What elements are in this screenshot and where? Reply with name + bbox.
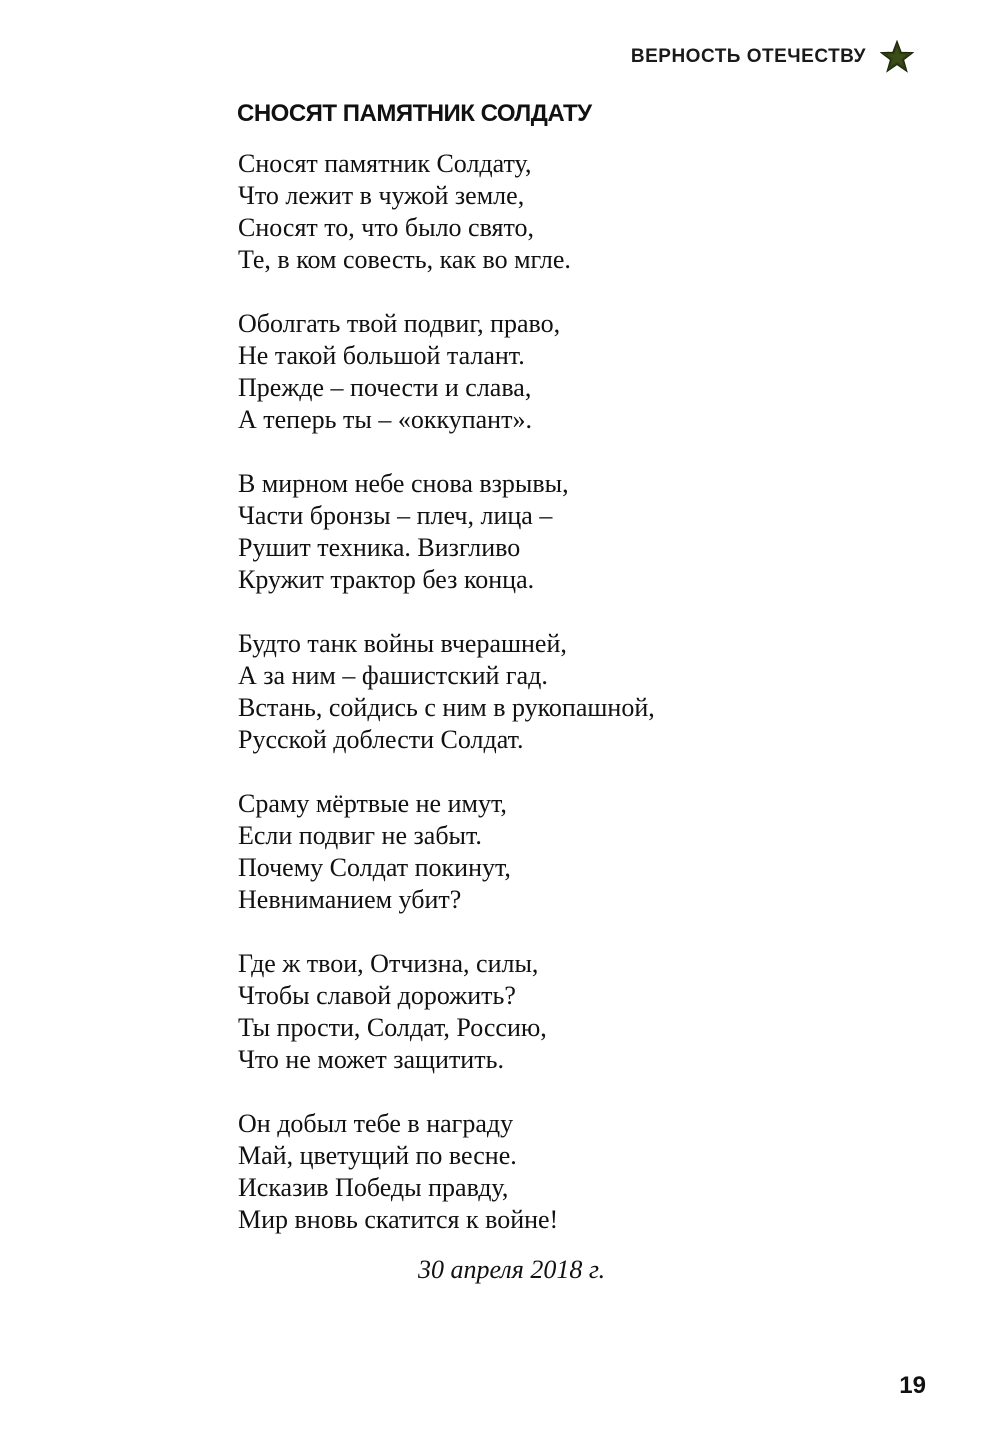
section-title: ВЕРНОСТЬ ОТЕЧЕСТВУ [630, 46, 866, 67]
poem-line: Сраму мёртвые не имут, [238, 789, 507, 818]
running-header [631, 40, 914, 74]
poem-line: Где ж твои, Отчизна, силы, [238, 949, 539, 978]
poem-line: Что лежит в чужой земле, [238, 181, 525, 210]
stanza [238, 468, 655, 596]
poem-line: Май, цветущий по весне. [238, 1141, 517, 1170]
poem-line: Части бронзы – плеч, лица – [238, 501, 553, 530]
poem-line: Если подвиг не забыт. [238, 821, 482, 850]
poem-line: Кружит трактор без конца. [238, 565, 535, 594]
poem-line: Чтобы славой дорожить? [238, 981, 516, 1010]
poem-line: Оболгать твой подвиг, право, [238, 309, 561, 338]
page-number: 19 [899, 1372, 926, 1399]
stanza [238, 308, 655, 436]
poem-date: 30 апреля 2018 г. [418, 1255, 606, 1284]
poem-line: Что не может защитить. [238, 1045, 504, 1074]
star-icon [880, 40, 914, 74]
poem-line: А теперь ты – «оккупант». [238, 405, 532, 434]
stanza [238, 628, 655, 756]
poem-line: А за ним – фашистский гад. [238, 661, 548, 690]
poem-line: Будто танк войны вчерашней, [238, 629, 567, 658]
poem-line: Он добыл тебе в награду [238, 1109, 514, 1138]
poem-line: Сносят памятник Солдату, [238, 149, 532, 178]
poem-line: Рушит техника. Визгливо [238, 533, 521, 562]
poem-line: Те, в ком совесть, как во мгле. [238, 245, 571, 274]
poem-line: Русской доблести Солдат. [238, 725, 524, 754]
poem-body [238, 148, 655, 1236]
stanza [238, 1108, 655, 1236]
poem-line: Исказив Победы правду, [238, 1173, 509, 1202]
poem-line: Невниманием убит? [238, 885, 462, 914]
poem-line: В мирном небе снова взрывы, [238, 469, 569, 498]
poem-line: Встань, сойдись с ним в рукопашной, [238, 693, 655, 722]
poem-line: Почему Солдат покинут, [238, 853, 511, 882]
poem-title: СНОСЯТ ПАМЯТНИК СОЛДАТУ [237, 100, 592, 127]
poem-line: Не такой большой талант. [238, 341, 525, 370]
poem-line: Прежде – почести и слава, [238, 373, 532, 402]
stanza [238, 948, 655, 1076]
stanza [238, 148, 655, 276]
poem-line: Ты прости, Солдат, Россию, [238, 1013, 547, 1042]
poem-line: Мир вновь скатится к войне! [238, 1205, 559, 1234]
stanza [238, 788, 655, 916]
poem-line: Сносят то, что было свято, [238, 213, 535, 242]
